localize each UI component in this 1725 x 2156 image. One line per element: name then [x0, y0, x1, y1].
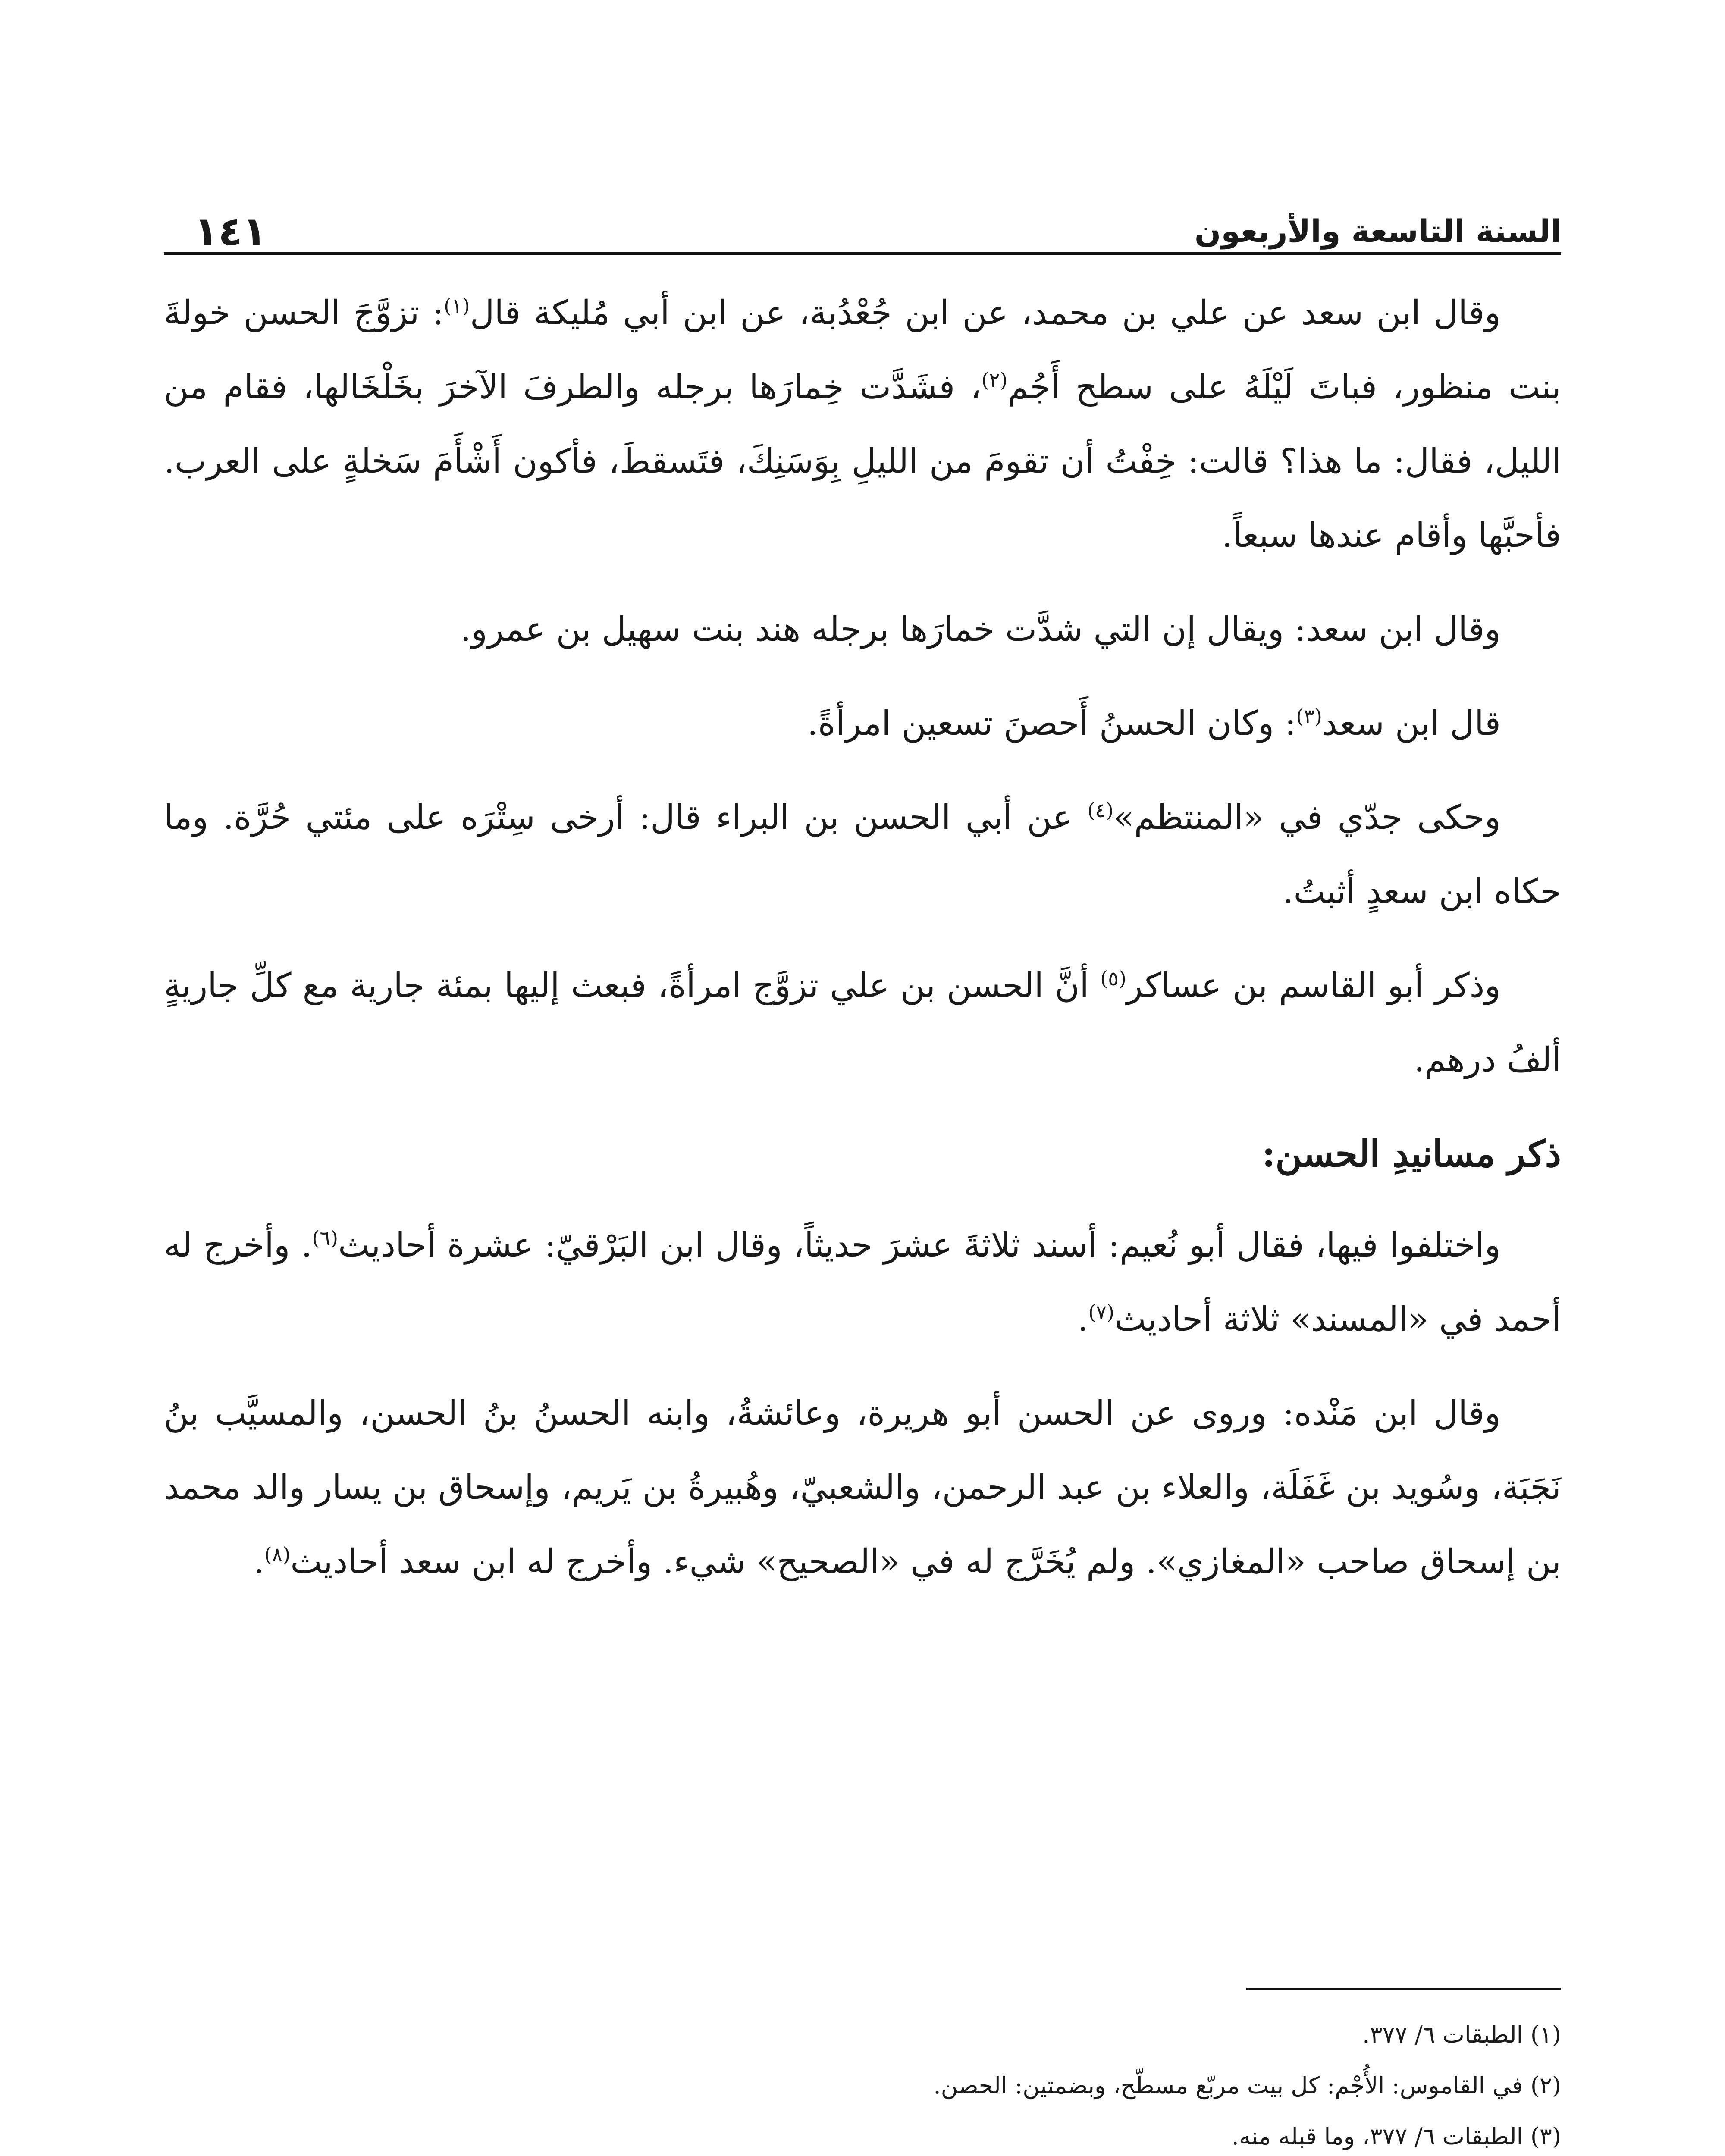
page-header	[164, 181, 1561, 254]
page-number: ١٤١	[194, 208, 267, 254]
footnote-ref-2: (٢)	[981, 368, 1008, 392]
footnote-ref-3: (٣)	[1296, 705, 1322, 728]
footnotes	[164, 2009, 1561, 2156]
footnote-1: (١) الطبقات ٦/ ٣٧٧.	[1362, 2021, 1561, 2048]
running-title: السنة التاسعة والأربعون	[1194, 213, 1561, 249]
footnote-ref-4: (٤)	[1087, 799, 1114, 822]
header-rule	[164, 252, 1561, 255]
footnote-ref-7: (٧)	[1088, 1300, 1115, 1324]
paragraph-3: قال ابن سعد$^{(٣)}$: وكان الحسنُ أَحصنَ تسعين امرأةً.	[807, 704, 1501, 743]
footnote-ref-1: (١)	[444, 294, 470, 317]
footnote-ref-6: (٦)	[312, 1226, 339, 1250]
footnote-ref-8: (٨)	[264, 1543, 291, 1566]
paragraph-1: وقال ابن سعد عن علي بن محمد، عن ابن جُعْدُبة، عن ابن أبي مُليكة قال$^{(١)}$: تزوَّجَ الحسن خولةَ بنت منظور، فباتَ لَيْلَهُ على سطح أَجُم$^{(٢)}$، فشَدَّت خِمارَها برجله والطرفَ الآخرَ بخَلْخَالها، فقام من الليل، فقال: ما هذا؟ قالت: خِفْتُ أن تقومَ من الليلِ بِوَسَنِكَ، فتَسقطَ، فأكون أَشْأَمَ سَخلةٍ على العرب. فأحبَّها وأقام عندها سبعاً.	[164, 294, 1561, 555]
footnote-3: (٣) الطبقات ٦/ ٣٧٧، وما قبله منه.	[1231, 2123, 1561, 2150]
footnote-separator	[1246, 1988, 1561, 1990]
footnote-2: (٢) في القاموس: الأُجْم: كل بيت مربّع مسطّح، وبضمتين: الحصن.	[933, 2072, 1561, 2099]
main-text	[164, 276, 1561, 1619]
paragraph-5: وذكر أبو القاسم بن عساكر$^{(٥)}$ أنَّ الحسن بن علي تزوَّج امرأةً، فبعث إليها بمئة جارية مع كلِّ جاريةٍ ألفُ درهم.	[164, 966, 1561, 1079]
paragraph-2: وقال ابن سعد: ويقال إن التي شدَّت خمارَها برجله هند بنت سهيل بن عمرو.	[460, 610, 1501, 649]
section-heading: ذكر مسانيدِ الحسن:	[1262, 1132, 1561, 1175]
footnote-ref-5: (٥)	[1100, 967, 1126, 990]
paragraph-7: وقال ابن مَنْده: وروى عن الحسن أبو هريرة، وعائشةُ، وابنه الحسنُ بنُ الحسن، والمسيَّب بنُ نَجَبَة، وسُويد بن غَفَلَة، والعلاء بن عبد الرحمن، والشعبيّ، وهُبيرةُ بن يَريم، وإسحاق بن يسار والد محمد بن إسحاق صاحب «المغازي». ولم يُخَرَّج له في «الصحيح» شيء. وأخرج له ابن سعد أحاديث$^{(٨)}$.	[164, 1394, 1561, 1581]
paragraph-4: وحكى جدّي في «المنتظم»$^{(٤)}$ عن أبي الحسن بن البراء قال: أرخى سِتْرَه على مئتي حُرَّة. وما حكاه ابن سعدٍ أثبتُ.	[164, 798, 1561, 911]
paragraph-6: واختلفوا فيها، فقال أبو نُعيم: أسند ثلاثةَ عشرَ حديثاً، وقال ابن البَرْقيّ: عشرة أحاديث$^{(٦)}$. وأخرج له أحمد في «المسند» ثلاثة أحاديث$^{(٧)}$.	[164, 1226, 1561, 1339]
